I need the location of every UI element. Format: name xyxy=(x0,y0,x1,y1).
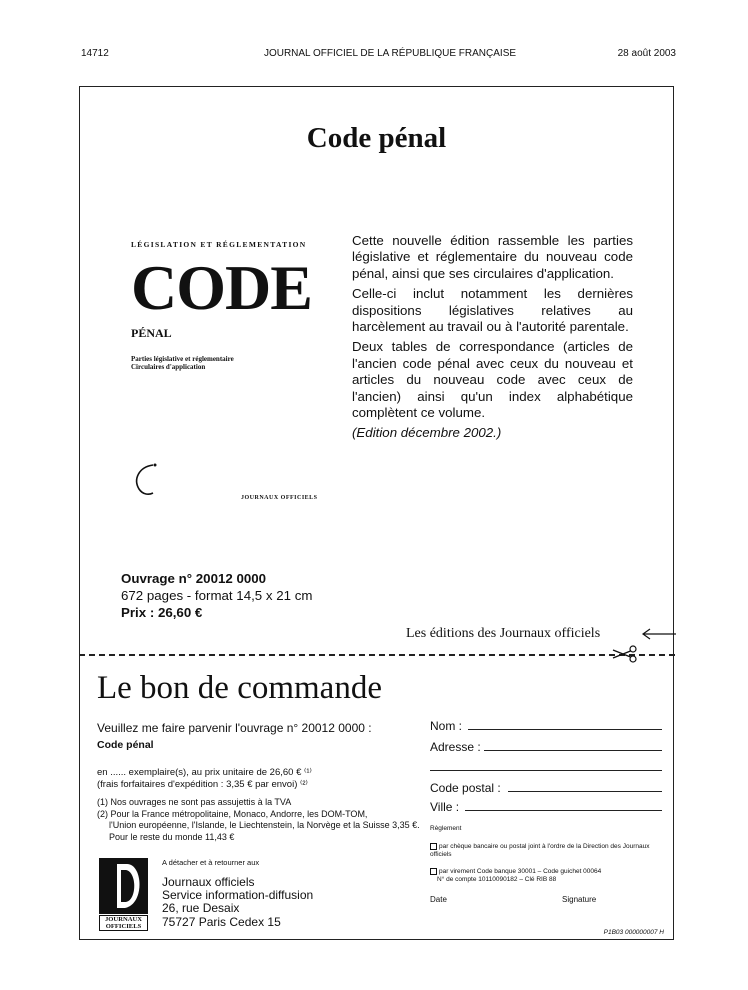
price: Prix : 26,60 € xyxy=(121,605,203,620)
cheque-text: par chèque bancaire ou postal joint à l'ordre de la Direction des Journaux officiels xyxy=(430,843,650,858)
page-number: 14712 xyxy=(81,48,109,59)
logo-text-line: OFFICIELS xyxy=(105,923,142,930)
address-line: 26, rue Desaix xyxy=(162,901,240,916)
order-notes xyxy=(97,797,427,843)
order-intro: Veuillez me faire parvenir l'ouvrage n° 20012 0000 : xyxy=(97,721,372,735)
ouvrage-number: Ouvrage n° 20012 0000 xyxy=(121,571,267,586)
adresse-field[interactable] xyxy=(484,750,662,751)
description-paragraph: Cette nouvelle édition rassemble les parties législative et réglementaire du nouveau code pénal, ainsi que ses circulaires d'application. xyxy=(352,233,633,281)
payment-virement xyxy=(430,868,670,883)
cover-penal-word: PÉNAL xyxy=(131,326,172,340)
cover-publisher: JOURNAUX OFFICIELS xyxy=(241,495,318,501)
virement-text-2: N° de compte 10110090182 – Clé RIB 88 xyxy=(437,875,557,883)
code-postal-field[interactable] xyxy=(508,791,662,792)
detach-note: A détacher et à retourner aux xyxy=(162,858,260,867)
note-1: (1) Nos ouvrages ne sont pas assujettis à la TVA xyxy=(97,797,292,807)
payment-cheque xyxy=(430,843,650,858)
ad-description xyxy=(352,233,633,446)
reglement-label: Règlement xyxy=(430,825,462,832)
cut-line xyxy=(79,654,675,656)
description-paragraph: Deux tables de correspondance (articles de l'ancien code pénal avec ceux du nouveau et articles du nouveau code avec ceux de l'ancien) ainsi qu'un index alphabétique complètent ce volume. xyxy=(352,339,633,421)
note-4: Pour le reste du monde 11,43 € xyxy=(109,831,235,842)
header-date: 28 août 2003 xyxy=(617,48,676,59)
journal-title: JOURNAL OFFICIEL DE LA RÉPUBLIQUE FRANÇAISE xyxy=(263,48,517,59)
ad-title: Code pénal xyxy=(306,122,447,154)
edition-date: (Edition décembre 2002.) xyxy=(352,425,502,441)
adresse-label: Adresse : xyxy=(430,740,481,754)
note-3: l'Union européenne, l'Islande, le Liechtenstein, la Norvège et la Suisse 3,35 €. xyxy=(109,820,420,830)
editions-label: Les éditions des Journaux officiels xyxy=(406,626,601,641)
order-heading: Le bon de commande xyxy=(97,670,382,706)
return-address xyxy=(162,876,313,929)
code-postal-label: Code postal : xyxy=(430,781,501,795)
frais-line: (frais forfaitaires d'expédition : 3,35 € par envoi) ⁽²⁾ xyxy=(97,779,308,790)
arrow-left-icon xyxy=(640,628,676,640)
address-line: 75727 Paris Cedex 15 xyxy=(162,914,281,929)
adresse-field-line-2[interactable] xyxy=(430,770,662,771)
cover-top-line: LÉGISLATION ET RÉGLEMENTATION xyxy=(131,240,307,249)
order-quantity xyxy=(97,767,312,791)
logo-text-line: JOURNAUX xyxy=(105,916,142,923)
virement-checkbox[interactable] xyxy=(430,868,437,875)
cover-emblem-icon xyxy=(131,455,321,515)
cover-subtitle-1: Parties législative et réglementaire xyxy=(131,355,234,363)
quantity-line: en ...... exemplaire(s), au prix unitaire de 26,60 € ⁽¹⁾ xyxy=(97,767,312,778)
reference-code: P1B03 000000007 H xyxy=(603,929,664,936)
address-line: Service information-diffusion xyxy=(162,888,314,903)
book-cover xyxy=(131,240,321,540)
description-paragraph: Celle-ci inclut notamment les dernières dispositions législatives relatives au harcèlement au travail ou à l'autorité parentale. xyxy=(352,286,633,335)
address-line: Journaux officiels xyxy=(162,875,255,889)
nom-field[interactable] xyxy=(468,729,662,730)
date-label: Date xyxy=(430,895,447,904)
book-reference xyxy=(121,570,312,621)
virement-text-1: par virement Code banque 30001 – Code guichet 00064 xyxy=(439,868,602,876)
note-2: (2) Pour la France métropolitaine, Monaco, Andorre, les DOM-TOM, xyxy=(97,808,368,819)
cover-subtitle-2: Circulaires d'application xyxy=(131,363,206,371)
ville-field[interactable] xyxy=(465,810,662,811)
scissors-icon xyxy=(611,645,637,663)
journaux-officiels-logo xyxy=(99,858,148,930)
cover-code-word: CODE xyxy=(131,252,312,323)
pages-format: 672 pages - format 14,5 x 21 cm xyxy=(121,588,313,603)
ville-label: Ville : xyxy=(430,800,460,814)
jo-emblem-icon xyxy=(99,858,148,914)
nom-label: Nom : xyxy=(430,719,463,733)
order-book: Code pénal xyxy=(97,739,154,751)
cheque-checkbox[interactable] xyxy=(430,843,437,850)
signature-label: Signature xyxy=(562,895,597,904)
